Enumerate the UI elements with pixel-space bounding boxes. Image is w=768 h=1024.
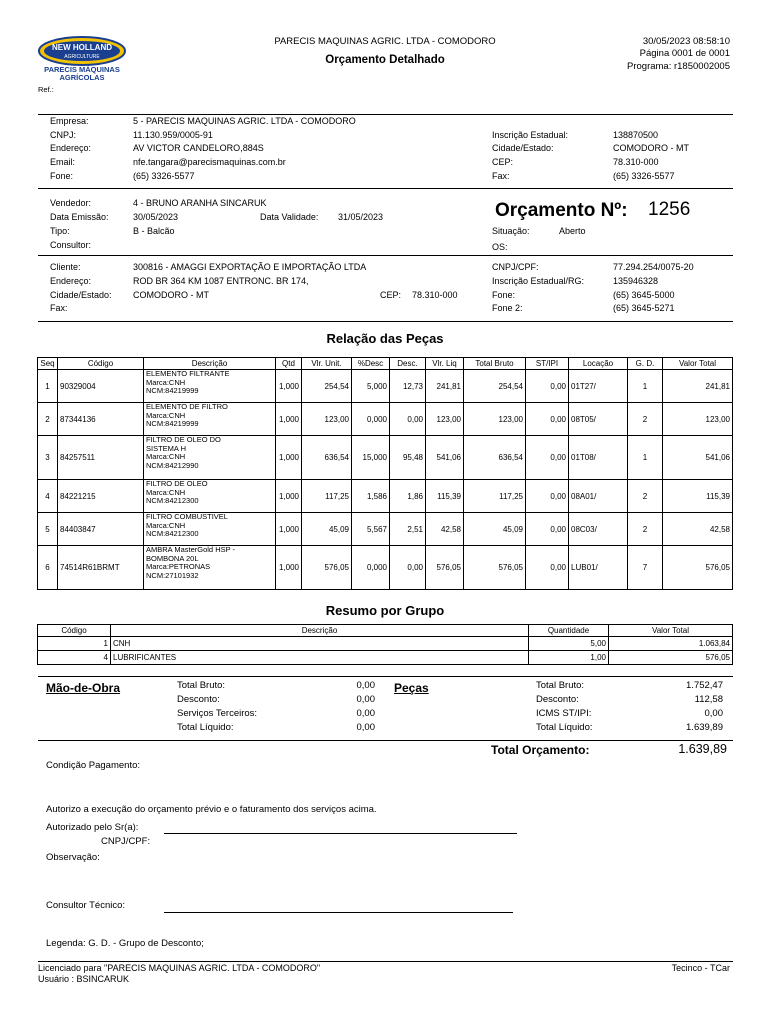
program-id: Programa: r1850002005 xyxy=(627,61,730,72)
pecas-cell-descricao xyxy=(144,436,276,480)
descricao-line: FILTRO COMBUSTIVEL xyxy=(146,512,228,521)
pecas-cell-bruto: 576,05 xyxy=(464,546,526,590)
logo-company xyxy=(38,66,126,82)
cnpj-cpf-sign-label: CNPJ/CPF: xyxy=(101,836,151,847)
cep-value: 78.310-000 xyxy=(613,157,659,167)
logo-company-line2: AGRÍCOLAS xyxy=(59,73,105,82)
condicao-pagamento-label: Condição Pagamento: xyxy=(46,760,141,771)
resumo-header-row xyxy=(38,625,733,637)
mao-obra-value: 0,00 xyxy=(356,694,375,705)
cliente-fax-label: Fax: xyxy=(50,303,68,313)
autorizado-signature-line xyxy=(164,833,517,834)
pecas-total-value: 0,00 xyxy=(704,708,723,719)
vendedor-value: 4 - BRUNO ARANHA SINCARUK xyxy=(133,198,267,208)
descricao-line: Marca:CNH xyxy=(146,487,186,497)
pecas-total-label: ICMS ST/IPI: xyxy=(536,708,592,719)
descricao-line: AMBRA MasterGold HSP - xyxy=(146,545,236,554)
pecas-cell-desc_v: 1,86 xyxy=(390,480,426,513)
pecas-cell-unit: 117,25 xyxy=(302,480,352,513)
mao-obra-label: Desconto: xyxy=(177,694,220,705)
pecas-cell-total: 123,00 xyxy=(663,403,733,436)
logo-sub-text: AGRICULTURE xyxy=(64,54,100,60)
table-row xyxy=(38,480,733,513)
situacao-value: Aberto xyxy=(559,226,586,236)
pecas-cell-gd: 1 xyxy=(628,436,663,480)
pecas-cell-pdesc: 15,000 xyxy=(352,436,390,480)
validade-label: Data Validade: xyxy=(260,212,319,222)
empresa-value: 5 - PARECIS MAQUINAS AGRIC. LTDA - COMODORO xyxy=(133,116,356,126)
mao-obra-label: Total Líquido: xyxy=(177,722,234,733)
pecas-cell-codigo: 74514R61BRMT xyxy=(58,546,144,590)
pecas-cell-gd: 1 xyxy=(628,370,663,403)
pecas-cell-bruto: 636,54 xyxy=(464,436,526,480)
pecas-cell-total: 115,39 xyxy=(663,480,733,513)
table-row xyxy=(38,370,733,403)
emissao-label: Data Emissão: xyxy=(50,212,109,222)
pecas-cell-unit: 123,00 xyxy=(302,403,352,436)
orcamento-number: 1256 xyxy=(648,199,691,220)
cliente-endereco-value: ROD BR 364 KM 1087 ENTRONC. BR 174, xyxy=(133,276,309,286)
pecas-cell-total: 541,06 xyxy=(663,436,733,480)
descricao-line: NCM:84212990 xyxy=(146,460,199,470)
total-orcamento-label: Total Orçamento: xyxy=(491,743,590,757)
descricao-line: NCM:84212300 xyxy=(146,496,199,505)
fone-label: Fone: xyxy=(50,171,74,181)
pecas-cell-loc: 08C03/ xyxy=(569,513,628,546)
table-row xyxy=(38,546,733,590)
pecas-cell-bruto: 45,09 xyxy=(464,513,526,546)
descricao-line: Marca:CNH xyxy=(146,377,186,387)
pecas-col-header: Locação xyxy=(569,358,628,370)
legenda-text: Legenda: G. D. - Grupo de Desconto; xyxy=(46,938,204,949)
observacao-label: Observação: xyxy=(46,852,100,863)
pecas-cell-descricao xyxy=(144,546,276,590)
cidade-label: Cidade/Estado: xyxy=(492,143,554,153)
pecas-cell-st: 0,00 xyxy=(526,403,569,436)
pecas-total-value: 1.639,89 xyxy=(686,722,723,733)
resumo-col-header: Descrição xyxy=(111,625,529,637)
table-row xyxy=(38,513,733,546)
pecas-cell-st: 0,00 xyxy=(526,513,569,546)
pecas-cell-seq: 4 xyxy=(38,480,58,513)
pecas-totals-title: Peças xyxy=(394,681,429,695)
pecas-col-header: ST/IPI xyxy=(526,358,569,370)
cliente-cidade-value: COMODORO - MT xyxy=(133,290,209,300)
pecas-cell-seq: 1 xyxy=(38,370,58,403)
pecas-cell-descricao xyxy=(144,403,276,436)
resumo-cell-codigo: 4 xyxy=(38,651,111,665)
cliente-fone-value: (65) 3645-5000 xyxy=(613,290,675,300)
consultor-label: Consultor: xyxy=(50,240,92,250)
pecas-cell-st: 0,00 xyxy=(526,436,569,480)
descricao-line: NCM:27101932 xyxy=(146,570,199,580)
pecas-cell-qtd: 1,000 xyxy=(276,546,302,590)
pecas-cell-qtd: 1,000 xyxy=(276,403,302,436)
os-label: OS: xyxy=(492,242,508,252)
email-value: nfe.tangara@parecismaquinas.com.br xyxy=(133,157,286,167)
pecas-cell-loc: 08T05/ xyxy=(569,403,628,436)
fax-value: (65) 3326-5577 xyxy=(613,171,675,181)
pecas-cell-liq: 241,81 xyxy=(426,370,464,403)
pecas-cell-gd: 2 xyxy=(628,403,663,436)
pecas-cell-seq: 2 xyxy=(38,403,58,436)
orcamento-label: Orçamento Nº: xyxy=(495,200,628,221)
pecas-col-header: Valor Total xyxy=(663,358,733,370)
pecas-cell-gd: 7 xyxy=(628,546,663,590)
resumo-cell-qtd: 1,00 xyxy=(529,651,609,665)
cliente-fone2-label: Fone 2: xyxy=(492,303,523,313)
pecas-cell-loc: 08A01/ xyxy=(569,480,628,513)
pecas-cell-desc_v: 95,48 xyxy=(390,436,426,480)
pecas-col-header: Qtd xyxy=(276,358,302,370)
cnpj-value: 11.130.959/0005-91 xyxy=(133,130,213,140)
cliente-cep-value: 78.310-000 xyxy=(412,290,458,300)
pecas-cell-st: 0,00 xyxy=(526,546,569,590)
pecas-cell-pdesc: 5,567 xyxy=(352,513,390,546)
pecas-cell-desc_v: 12,73 xyxy=(390,370,426,403)
resumo-col-header: Valor Total xyxy=(609,625,733,637)
descricao-line: FILTRO DE OLEO xyxy=(146,479,208,488)
resumo-cell-codigo: 1 xyxy=(38,637,111,651)
resumo-cell-total: 1.063,84 xyxy=(609,637,733,651)
pecas-total-label: Desconto: xyxy=(536,694,579,705)
pecas-cell-gd: 2 xyxy=(628,480,663,513)
cliente-ie-label: Inscrição Estadual/RG: xyxy=(492,276,585,286)
pecas-cell-seq: 5 xyxy=(38,513,58,546)
situacao-label: Situação: xyxy=(492,226,530,236)
total-orcamento-value: 1.639,89 xyxy=(678,742,727,756)
resumo-col-header: Código xyxy=(38,625,111,637)
pecas-cell-unit: 576,05 xyxy=(302,546,352,590)
pecas-cell-codigo: 84221215 xyxy=(58,480,144,513)
print-datetime: 30/05/2023 08:58:10 xyxy=(642,36,730,47)
company-title: PARECIS MAQUINAS AGRIC. LTDA - COMODORO xyxy=(274,36,496,47)
pecas-header-row xyxy=(38,358,733,370)
cliente-cnpj-value: 77.294.254/0075-20 xyxy=(613,262,694,272)
pecas-cell-total: 241,81 xyxy=(663,370,733,403)
pecas-cell-unit: 254,54 xyxy=(302,370,352,403)
cliente-ie-value: 135946328 xyxy=(613,276,659,286)
pecas-cell-unit: 636,54 xyxy=(302,436,352,480)
descricao-line: Marca:CNH xyxy=(146,452,186,461)
table-row xyxy=(38,403,733,436)
email-label: Email: xyxy=(50,157,76,167)
mao-obra-label: Serviços Terceiros: xyxy=(177,708,258,719)
descricao-line: NCM:84219999 xyxy=(146,386,199,395)
pecas-cell-bruto: 123,00 xyxy=(464,403,526,436)
pecas-cell-unit: 45,09 xyxy=(302,513,352,546)
pecas-cell-qtd: 1,000 xyxy=(276,370,302,403)
resumo-table xyxy=(37,624,733,665)
pecas-cell-liq: 42,58 xyxy=(426,513,464,546)
cliente-label: Cliente: xyxy=(50,262,81,272)
pecas-col-header: Vlr. Unit. xyxy=(302,358,352,370)
pecas-cell-desc_v: 0,00 xyxy=(390,403,426,436)
page-number: Página 0001 de 0001 xyxy=(639,48,730,59)
pecas-cell-total: 576,05 xyxy=(663,546,733,590)
tipo-label: Tipo: xyxy=(50,226,70,236)
resumo-cell-desc: CNH xyxy=(111,637,529,651)
descricao-line: ELEMENTO FILTRANTE xyxy=(146,369,230,378)
fax-label: Fax: xyxy=(492,171,510,181)
pecas-col-header: %Desc xyxy=(352,358,390,370)
pecas-col-header: Seq xyxy=(38,358,58,370)
autorizado-label: Autorizado pelo Sr(a): xyxy=(46,822,139,833)
descricao-line: NCM:84219999 xyxy=(146,419,199,428)
pecas-cell-pdesc: 1,586 xyxy=(352,480,390,513)
emissao-value: 30/05/2023 xyxy=(133,212,179,222)
descricao-line: Marca:PETRONAS xyxy=(146,562,211,571)
pecas-cell-gd: 2 xyxy=(628,513,663,546)
pecas-cell-codigo: 84257511 xyxy=(58,436,144,480)
pecas-col-header: G. D. xyxy=(628,358,663,370)
pecas-cell-liq: 123,00 xyxy=(426,403,464,436)
pecas-total-value: 112,58 xyxy=(694,694,723,705)
cliente-fone2-value: (65) 3645-5271 xyxy=(613,303,675,313)
descricao-line: Marca:CNH xyxy=(146,520,186,530)
vendedor-label: Vendedor: xyxy=(50,198,92,208)
mao-obra-value: 0,00 xyxy=(356,722,375,733)
pecas-cell-pdesc: 0,000 xyxy=(352,546,390,590)
pecas-total-value: 1.752,47 xyxy=(686,680,723,691)
descricao-line: BOMBONA 20L xyxy=(146,553,199,563)
pecas-cell-loc: 01T08/ xyxy=(569,436,628,480)
pecas-cell-pdesc: 5,000 xyxy=(352,370,390,403)
pecas-total-label: Total Líquido: xyxy=(536,722,593,733)
descricao-line: NCM:84212300 xyxy=(146,529,199,538)
pecas-cell-pdesc: 0,000 xyxy=(352,403,390,436)
logo-company-line1: PARECIS MÁQUINAS xyxy=(44,65,120,74)
pecas-cell-liq: 115,39 xyxy=(426,480,464,513)
consultor-tecnico-label: Consultor Técnico: xyxy=(46,900,126,911)
pecas-title: Relação das Peças xyxy=(326,331,444,346)
endereco-value: AV VICTOR CANDELORO,884S xyxy=(133,143,264,153)
pecas-cell-bruto: 117,25 xyxy=(464,480,526,513)
sistema-text: Tecinco - TCar xyxy=(671,963,730,973)
tipo-value: B - Balcão xyxy=(133,226,175,236)
pecas-cell-codigo: 87344136 xyxy=(58,403,144,436)
pecas-cell-seq: 6 xyxy=(38,546,58,590)
pecas-cell-st: 0,00 xyxy=(526,480,569,513)
pecas-cell-st: 0,00 xyxy=(526,370,569,403)
cliente-cidade-label: Cidade/Estado: xyxy=(50,290,112,300)
pecas-cell-liq: 541,06 xyxy=(426,436,464,480)
table-row xyxy=(38,651,733,665)
pecas-cell-qtd: 1,000 xyxy=(276,480,302,513)
table-row xyxy=(38,637,733,651)
cliente-endereco-label: Endereço: xyxy=(50,276,92,286)
pecas-cell-codigo: 90329004 xyxy=(58,370,144,403)
pecas-col-header: Descrição xyxy=(144,358,276,370)
resumo-cell-total: 576,05 xyxy=(609,651,733,665)
pecas-cell-codigo: 84403847 xyxy=(58,513,144,546)
cnpj-label: CNPJ: xyxy=(50,130,77,140)
cidade-value: COMODORO - MT xyxy=(613,143,689,153)
pecas-cell-desc_v: 0,00 xyxy=(390,546,426,590)
pecas-col-header: Vlr. Liq xyxy=(426,358,464,370)
licenciado-text: Licenciado para "PARECIS MAQUINAS AGRIC. LTDA - COMODORO" xyxy=(38,963,321,973)
pecas-cell-qtd: 1,000 xyxy=(276,436,302,480)
pecas-cell-loc: LUB01/ xyxy=(569,546,628,590)
pecas-col-header: Código xyxy=(58,358,144,370)
cliente-value: 300816 - AMAGGI EXPORTAÇÃO E IMPORTAÇÃO LTDA xyxy=(133,262,367,272)
mao-obra-value: 0,00 xyxy=(356,680,375,691)
resumo-cell-qtd: 5,00 xyxy=(529,637,609,651)
pecas-cell-descricao xyxy=(144,513,276,546)
ie-value: 138870500 xyxy=(613,130,659,140)
pecas-cell-liq: 576,05 xyxy=(426,546,464,590)
doc-title: Orçamento Detalhado xyxy=(325,54,445,66)
logo-brand-text: NEW HOLLAND xyxy=(52,43,112,52)
resumo-col-header: Quantidade xyxy=(529,625,609,637)
pecas-cell-bruto: 254,54 xyxy=(464,370,526,403)
mao-obra-label: Total Bruto: xyxy=(177,680,226,691)
usuario-text: Usuário : BSINCARUK xyxy=(38,974,130,984)
cliente-cnpj-label: CNPJ/CPF: xyxy=(492,262,539,272)
autorizo-text: Autorizo a execução do orçamento prévio e o faturamento dos serviços acima. xyxy=(46,804,377,815)
pecas-cell-total: 42,58 xyxy=(663,513,733,546)
pecas-cell-seq: 3 xyxy=(38,436,58,480)
endereco-label: Endereço: xyxy=(50,143,92,153)
new-holland-logo xyxy=(38,36,126,66)
consultor-signature-line xyxy=(164,912,513,913)
descricao-line: FILTRO DE OLEO DO xyxy=(146,435,221,444)
descricao-line: Marca:CNH xyxy=(146,410,186,420)
pecas-table xyxy=(37,357,733,590)
descricao-line: SISTEMA H xyxy=(146,443,187,453)
table-row xyxy=(38,436,733,480)
mao-obra-title: Mão-de-Obra xyxy=(46,681,121,695)
cep-label: CEP: xyxy=(492,157,514,167)
pecas-col-header: Desc. xyxy=(390,358,426,370)
fone-value: (65) 3326-5577 xyxy=(133,171,195,181)
pecas-total-label: Total Bruto: xyxy=(536,680,585,691)
empresa-label: Empresa: xyxy=(50,116,89,126)
resumo-cell-desc: LUBRIFICANTES xyxy=(111,651,529,665)
pecas-cell-qtd: 1,000 xyxy=(276,513,302,546)
cliente-fone-label: Fone: xyxy=(492,290,516,300)
ref-label: Ref.: xyxy=(38,85,54,94)
pecas-col-header: Total Bruto xyxy=(464,358,526,370)
pecas-cell-descricao xyxy=(144,370,276,403)
ie-label: Inscrição Estadual: xyxy=(492,130,569,140)
pecas-cell-desc_v: 2,51 xyxy=(390,513,426,546)
descricao-line: ELEMENTO DE FILTRO xyxy=(146,402,228,411)
validade-value: 31/05/2023 xyxy=(338,212,384,222)
pecas-cell-loc: 01T27/ xyxy=(569,370,628,403)
resumo-title: Resumo por Grupo xyxy=(325,603,445,618)
cliente-cep-label: CEP: xyxy=(380,290,402,300)
mao-obra-value: 0,00 xyxy=(356,708,375,719)
pecas-cell-descricao xyxy=(144,480,276,513)
